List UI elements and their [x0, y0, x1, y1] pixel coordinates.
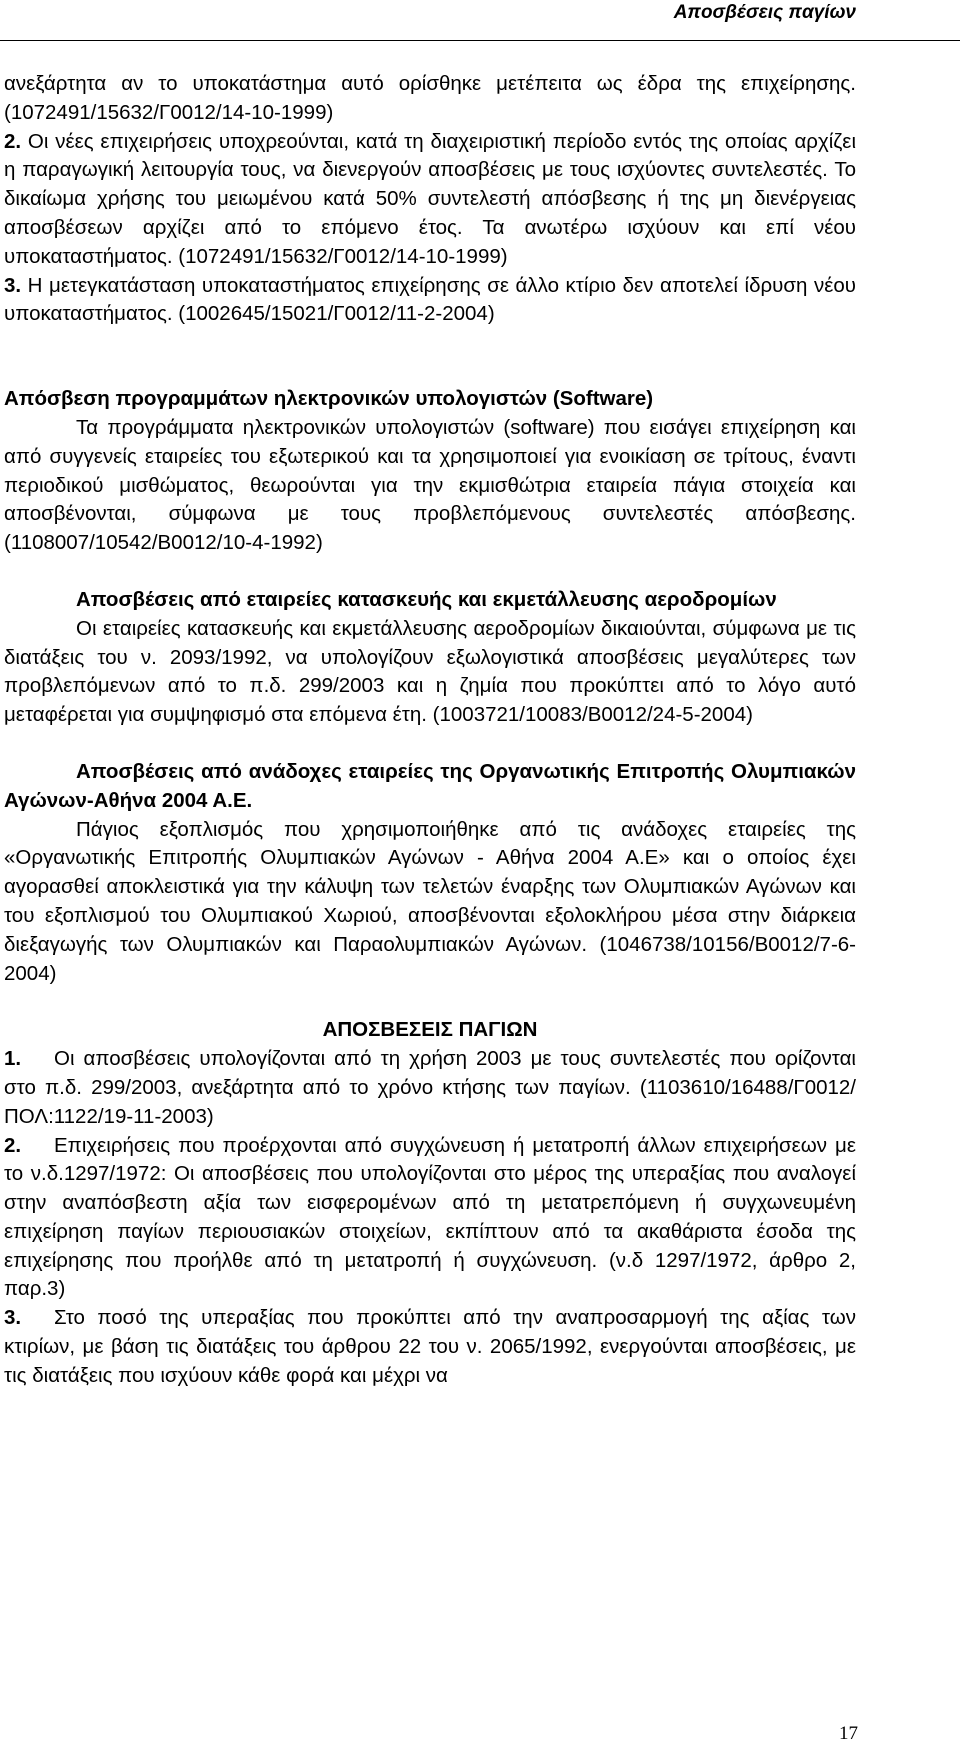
section-heading: Αποσβέσεις από ανάδοχες εταιρείες της Οργανωτικής Επιτροπής Ολυμπιακών Αγώνων-Αθήνα 2004 Α.Ε.	[4, 759, 856, 812]
section-title: ΑΠΟΣΒΕΣΕΙΣ ΠΑΓΙΩΝ	[322, 1018, 538, 1042]
item-number: 3.	[4, 273, 22, 297]
item-number: 2.	[4, 1133, 22, 1157]
paragraph	[4, 70, 856, 128]
paragraph-text: Τα προγράμματα ηλεκτρονικών υπολογιστών (software) που εισάγει επιχείρηση και από συγγενείς εταιρείες του εξωτερικού και τα χρησιμοποιεί για ενοικίαση σε τρίτους, έναντι περιοδικού μισθώματος, θεωρούνται για την εκμισθώτρια εταιρεία πάγια στοιχεία και αποσβένονται, σύμφωνα με τους προβλεπόμενους συντελεστές απόσβεσης. (1108007/10542/Β0012/10-4-1992)	[4, 415, 856, 555]
item-number: 3.	[4, 1306, 22, 1330]
section-heading: Αποσβέσεις από εταιρείες κατασκευής και εκμετάλλευσης αεροδρομίων	[76, 587, 777, 611]
paragraph-text: Η μετεγκατάσταση υποκαταστήματος επιχείρησης σε άλλο κτίριο δεν αποτελεί ίδρυση νέου υποκαταστήματος. (1002645/15021/Γ0012/11-2-2004)	[4, 273, 856, 326]
paragraph-text: Οι αποσβέσεις υπολογίζονται από τη χρήση 2003 με τους συντελεστές που ορίζονται στο π.δ. 299/2003, ανεξάρτητα από το χρόνο κτήσης των παγίων. (1103610/16488/Γ0012/ΠΟΛ:1122/19-11-2003)	[4, 1047, 856, 1128]
numbered-paragraph	[4, 128, 856, 272]
spacer	[4, 329, 856, 385]
paragraph-text: ανεξάρτητα αν το υποκατάστημα αυτό ορίσθηκε μετέπειτα ως έδρα της επιχείρησης. (1072491/15632/Γ0012/14-10-1999)	[4, 72, 856, 124]
spacer	[4, 988, 856, 1016]
item-number: 1.	[4, 1047, 22, 1071]
paragraph-text: Στο ποσό της υπεραξίας που προκύπτει από την αναπροσαρμογή της αξίας των κτιρίων, με βάση τις διατάξεις του άρθρου 22 του ν. 2065/1992, ενεργούνται αποσβέσεις, με τις διατάξεις που ισχύουν κάθε φορά και μέχρι να	[4, 1306, 856, 1387]
numbered-paragraph	[4, 1132, 856, 1305]
numbered-paragraph	[4, 1304, 856, 1390]
page-number: 17	[839, 1723, 858, 1744]
paragraph-text: Πάγιος εξοπλισμός που χρησιμοποιήθηκε από τις ανάδοχες εταιρείες της «Οργανωτικής Επιτροπής Ολυμπιακών Αγώνων - Αθήνα 2004 Α.Ε» και ο οποίος έχει αγορασθεί αποκλειστικά για την κάλυψη των τελετών έναρξης των Ολυμπιακών Αγώνων και του εξοπλισμού του Ολυμπιακού Χωριού, αποσβένονται εξολοκλήρου μέσα στην διάρκεια διεξαγωγής των Ολυμπιακών και Παραολυμπιακών Αγώνων. (1046738/10156/Β0012/7-6-2004)	[4, 817, 856, 985]
spacer	[4, 730, 856, 758]
paragraph-text: Οι εταιρείες κατασκευής και εκμετάλλευσης αεροδρομίων δικαιούνται, σύμφωνα με τις διατάξεις του ν. 2093/1992, να υπολογίζουν εξωλογιστικά αποσβέσεις μεγαλύτερες των προβλεπόμενων από το π.δ. 299/2003 και η ζημία που προκύπτει από το λόγο αυτό μεταφέρεται για συμψηφισμό στα επόμενα έτη. (1003721/10083/Β0012/24-5-2004)	[4, 616, 856, 727]
paragraph-text: Επιχειρήσεις που προέρχονται από συγχώνευση ή μετατροπή άλλων επιχειρήσεων με το ν.δ.1297/1972: Οι αποσβέσεις που υπολογίζονται στο μέρος της υπεραξίας που αναλογεί στην αναπόσβεστη αξία των εισφερομένων από τη μετατρεπόμενη ή συγχωνευμένη επιχείρηση παγίων περιουσιακών στοιχείων, εκπίπτουν από τα ακαθάριστα έσοδα της επιχείρησης που προήλθε από τη μετατροπή ή συγχώνευση. (ν.δ 1297/1972, άρθρο 2, παρ.3)	[4, 1133, 856, 1301]
running-header: Αποσβέσεις παγίων	[673, 2, 856, 23]
header-rule	[0, 40, 960, 41]
section-heading: Απόσβεση προγραμμάτων ηλεκτρονικών υπολογιστών (Software)	[4, 387, 654, 411]
numbered-paragraph	[4, 1045, 856, 1131]
document-body	[4, 70, 856, 1391]
numbered-paragraph	[4, 272, 856, 330]
spacer	[4, 558, 856, 586]
paragraph-text: Οι νέες επιχειρήσεις υποχρεούνται, κατά τη διαχειριστική περίοδο εντός της οποίας αρχίζει η παραγωγική λειτουργία τους, να διενεργούν αποσβέσεις με τους ισχύοντες συντελεστές. Το δικαίωμα χρήσης του μειωμένου κατά 50% συντελεστή απόσβεσης ή της μη διενέργειας αποσβέσεων αρχίζει από το επόμενο έτος. Τα ανωτέρω ισχύουν και επί νέου υποκαταστήματος. (1072491/15632/Γ0012/14-10-1999)	[4, 129, 857, 268]
item-number: 2.	[4, 129, 22, 153]
